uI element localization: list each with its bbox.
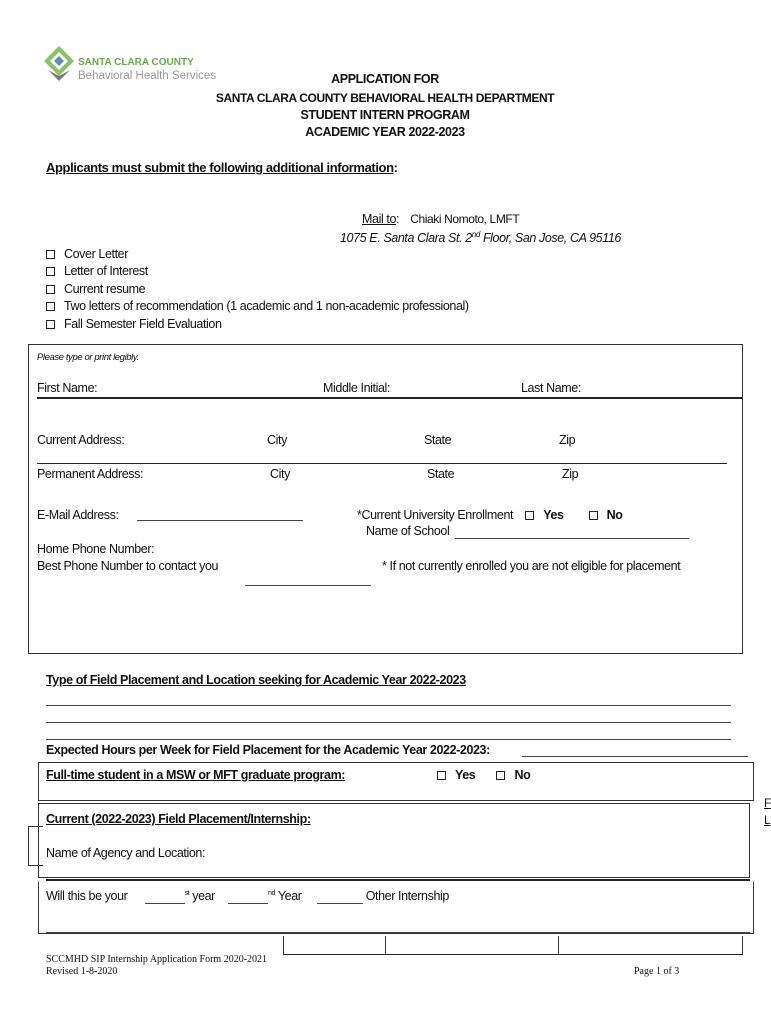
header-line2: SANTA CLARA COUNTY BEHAVIORAL HEALTH DEPARTMENT xyxy=(215,91,555,105)
best-phone-label: Best Phone Number to contact you xyxy=(37,559,219,573)
permanent-address-label: Permanent Address: xyxy=(37,467,144,481)
margin-fragment: L xyxy=(764,813,771,827)
middle-initial-label: Middle Initial: xyxy=(323,381,390,395)
current-state-label: State xyxy=(424,433,452,447)
placement-line[interactable] xyxy=(46,722,731,723)
fulltime-yes-checkbox[interactable] xyxy=(437,771,446,780)
checklist-item[interactable]: Letter of Interest xyxy=(46,264,148,278)
permanent-city-label: City xyxy=(270,467,290,481)
logo-line2: Behavioral Health Services xyxy=(78,70,217,82)
logo-line1: SANTA CLARA COUNTY xyxy=(78,57,194,68)
agency-label: Name of Agency and Location: xyxy=(46,846,206,860)
footer-page: Page 1 of 3 xyxy=(634,966,680,977)
instructions-heading: Applicants must submit the following additional information: xyxy=(46,160,398,175)
checklist-item[interactable]: Cover Letter xyxy=(46,247,128,261)
hours-per-week-label: Expected Hours per Week for Field Placement for the Academic Year 2022-2023: xyxy=(46,743,490,757)
home-phone-label: Home Phone Number: xyxy=(37,542,155,556)
checklist-item[interactable]: Two letters of recommendation (1 academic and 1 non-academic professional) xyxy=(46,299,469,313)
checkbox-icon[interactable] xyxy=(46,285,55,294)
enrollment-row: *Current University Enrollment Yes No xyxy=(357,508,623,522)
enrollment-yes-checkbox[interactable] xyxy=(525,511,534,520)
current-placement-heading: Current (2022-2023) Field Placement/Internship: xyxy=(46,812,311,826)
permanent-zip-label: Zip xyxy=(562,467,579,481)
current-city-label: City xyxy=(267,433,287,447)
checkbox-icon[interactable] xyxy=(46,302,55,311)
mail-name: Chiaki Nomoto, LMFT xyxy=(410,212,520,226)
footer-revised: Revised 1-8-2020 xyxy=(46,966,118,977)
table-divider xyxy=(283,936,284,954)
first-year-blank[interactable] xyxy=(145,889,185,904)
name-field-line[interactable] xyxy=(37,397,743,399)
fulltime-label: Full-time student in a MSW or MFT graduate program: xyxy=(46,768,346,782)
email-field-line[interactable] xyxy=(137,520,303,521)
margin-fragment: F xyxy=(764,796,771,810)
checklist-item[interactable]: Fall Semester Field Evaluation xyxy=(46,317,222,331)
placement-line[interactable] xyxy=(46,739,731,740)
current-address-line[interactable] xyxy=(37,463,727,464)
back-table-box xyxy=(28,826,43,866)
school-field-line[interactable] xyxy=(455,538,689,539)
second-year-blank[interactable] xyxy=(228,889,268,904)
table-divider xyxy=(558,936,559,954)
fulltime-no-checkbox[interactable] xyxy=(496,771,505,780)
not-enrolled-note: * If not currently enrolled you are not eligible for placement xyxy=(382,559,681,573)
footer-form-name: SCCMHD SIP Internship Application Form 2020-2021 xyxy=(46,954,268,965)
table-divider xyxy=(385,936,386,954)
table-divider xyxy=(742,936,743,954)
school-label: Name of School xyxy=(366,524,450,538)
year-row: Will this be your $^{st}$ year $^{nd}$ Year Other Internship xyxy=(46,889,449,903)
permanent-state-label: State xyxy=(427,467,455,481)
header-line3: STUDENT INTERN PROGRAM xyxy=(300,108,470,122)
phone-field-line[interactable] xyxy=(245,585,371,586)
other-blank[interactable] xyxy=(317,889,363,904)
fulltime-options: Yes No xyxy=(437,768,530,782)
mail-to: Mail to: Chiaki Nomoto, LMFT xyxy=(362,212,520,226)
checklist-item[interactable]: Current resume xyxy=(46,282,145,296)
year-bottom-line xyxy=(46,932,750,933)
mail-label: Mail to xyxy=(362,212,397,226)
email-label: E-Mail Address: xyxy=(37,508,119,522)
placement-type-heading: Type of Field Placement and Location seeking for Academic Year 2022-2023 xyxy=(46,673,466,687)
first-name-label: First Name: xyxy=(37,381,98,395)
placement-line[interactable] xyxy=(46,705,731,706)
current-address-label: Current Address: xyxy=(37,433,125,447)
bottom-table-line xyxy=(283,954,743,955)
mail-address: 1075 E. Santa Clara St. 2nd Floor, San Jose, CA 95116 xyxy=(340,230,621,246)
checkbox-icon[interactable] xyxy=(46,267,55,276)
checkbox-icon[interactable] xyxy=(46,320,55,329)
last-name-label: Last Name: xyxy=(521,381,581,395)
checkbox-icon[interactable] xyxy=(46,250,55,259)
header-line1: APPLICATION FOR xyxy=(331,72,439,86)
header-line4: ACADEMIC YEAR 2022-2023 xyxy=(305,125,465,139)
enrollment-no-checkbox[interactable] xyxy=(589,511,598,520)
form-note: Please type or print legibly. xyxy=(37,352,139,363)
current-zip-label: Zip xyxy=(559,433,576,447)
hours-field-line[interactable] xyxy=(522,756,748,757)
agency-divider xyxy=(46,879,750,881)
